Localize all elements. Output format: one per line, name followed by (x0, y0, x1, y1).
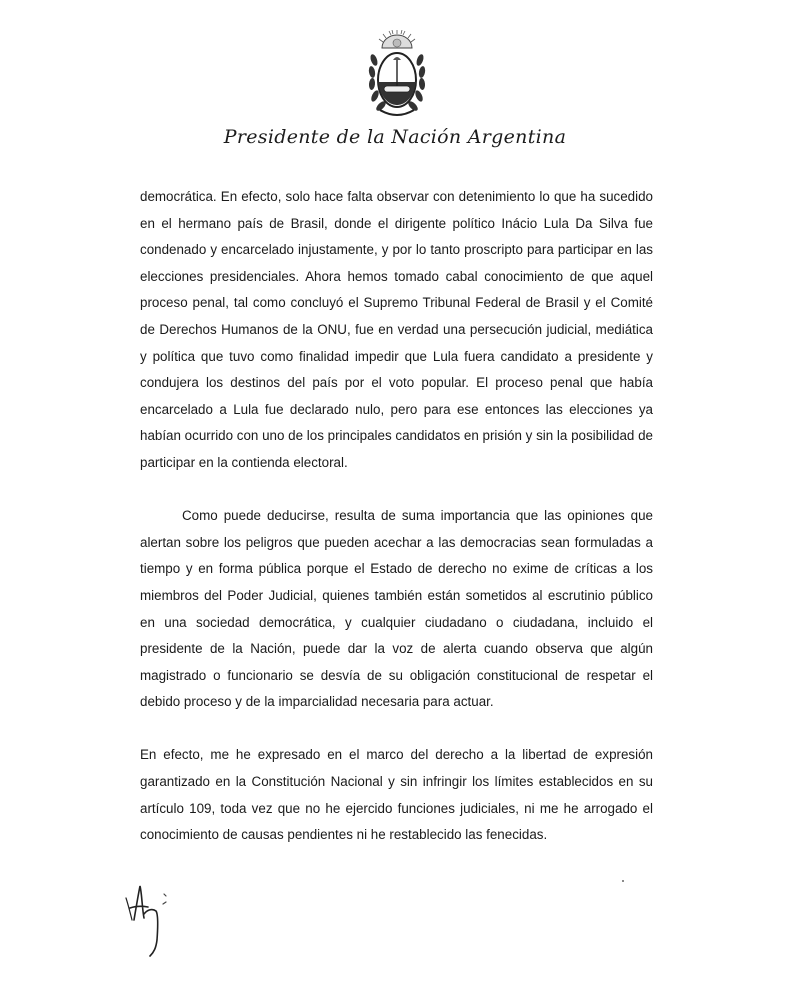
letterhead-title: Presidente de la Nación Argentina (223, 126, 567, 148)
paper-speck (622, 880, 624, 882)
letter-body (140, 184, 653, 849)
paragraph: democrática. En efecto, solo hace falta observar con detenimiento lo que ha sucedido en el hermano país de Brasil, donde el dirigente político Inácio Lula Da Silva fue condenado y encarcelado injustamente, y por lo tanto proscripto para participar en las elecciones presidenciales. Ahora hemos tomado cabal conocimiento de que aquel proceso penal, tal como concluyó el Supremo Tribunal Federal de Brasil y el Comité de Derechos Humanos de la ONU, fue en verdad una persecución judicial, mediática y política que tuvo como finalidad impedir que Lula fuera candidato a presidente y condujera los destinos del país por el voto popular. El proceso penal que había encarcelado a Lula fue declarado nulo, pero para ese entonces las elecciones ya habían ocurrido con uno de los principales candidatos en prisión y sin la posibilidad de participar en la contienda electoral. (140, 189, 653, 470)
paragraph: En efecto, me he expresado en el marco del derecho a la libertad de expresión garantizado en la Constitución Nacional y sin infringir los límites establecidos en su artículo 109, toda vez que no he ejercido funciones judiciales, ni me he arrogado el conocimiento de causas pendientes ni he restablecido las fenecidas. (140, 747, 653, 843)
paragraph: Como puede deducirse, resulta de suma importancia que las opiniones que alertan sobre los peligros que pueden acechar a las democracias sean formuladas a tiempo y en forma pública porque el Estado de derecho no exime de críticas a los miembros del Poder Judicial, quienes también están sometidos al escrutinio público en una sociedad democrática, y cualquier ciudadano o ciudadana, incluido el presidente de la Nación, puede dar la voz de alerta cuando observa que algún magistrado o funcionario se desvía de su obligación constitucional de respetar el debido proceso y de la imparcialidad necesaria para actuar. (140, 508, 653, 710)
coat-of-arms-icon (366, 30, 428, 122)
signature-initials (120, 878, 200, 958)
